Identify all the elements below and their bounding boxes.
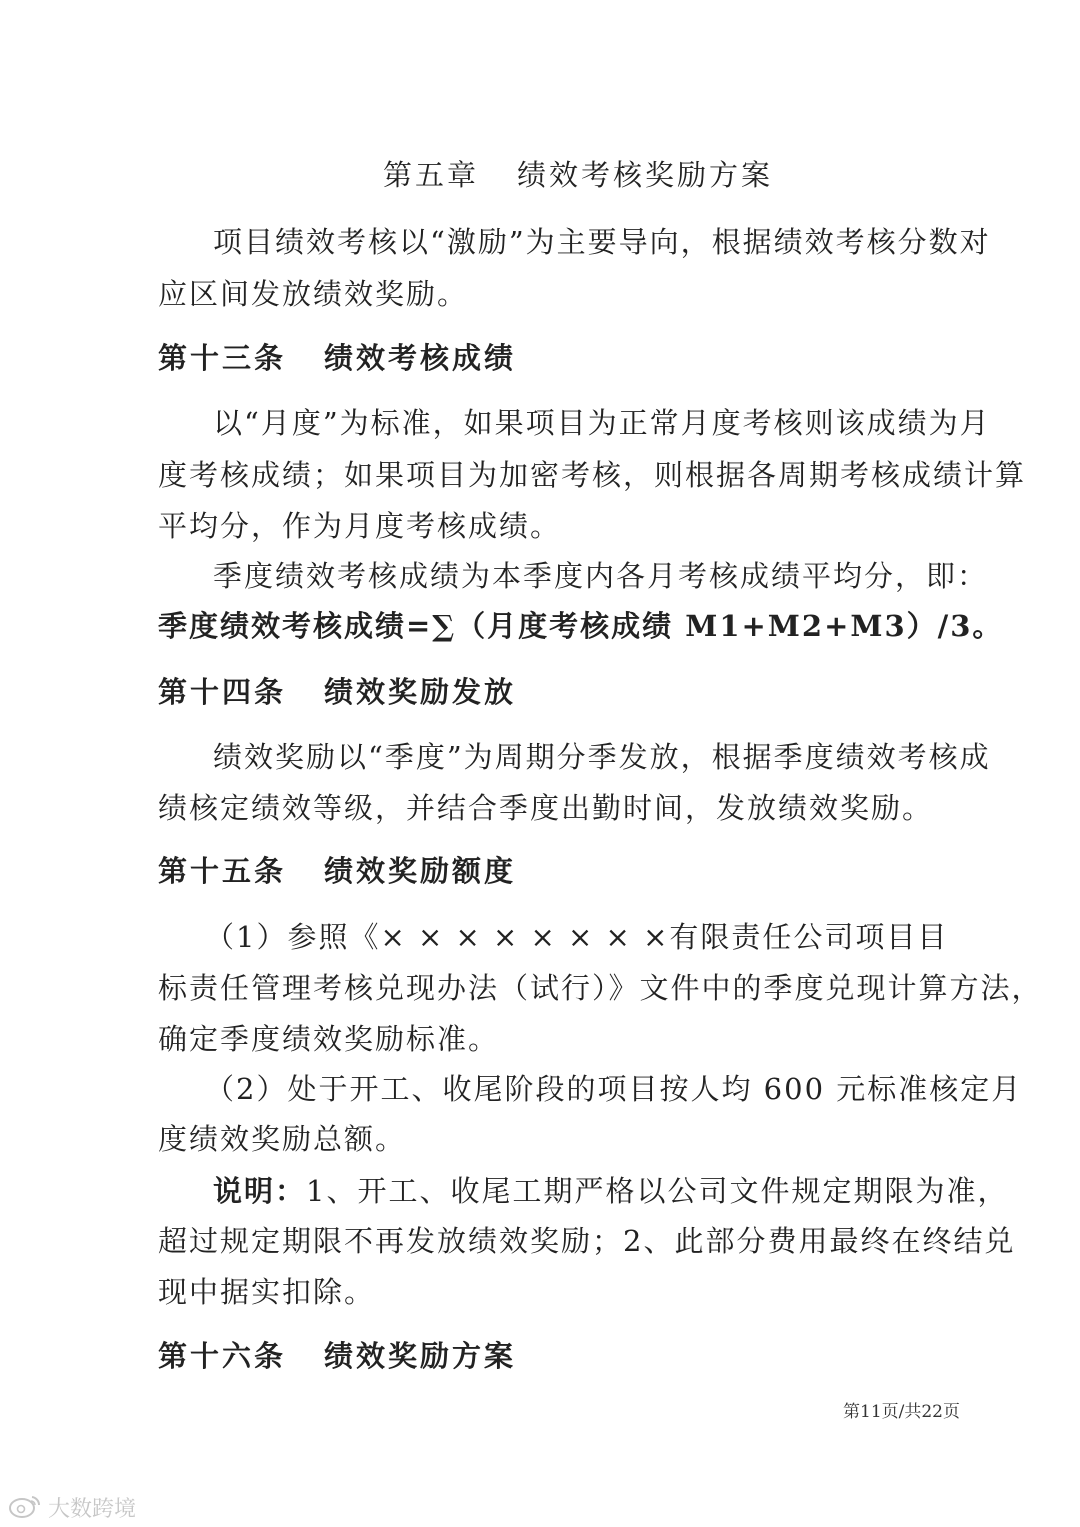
article-13-p1-line-1: 以“月度”为标准，如果项目为正常月度考核则该成绩为月 xyxy=(213,406,991,440)
article-13-p1-line-3: 平均分，作为月度考核成绩。 xyxy=(158,509,562,543)
chapter-heading xyxy=(383,155,773,195)
article-14-title: 绩效奖励发放 xyxy=(324,675,517,709)
page-footer: 第11页/共22页 xyxy=(843,1402,960,1422)
article-16-title: 绩效奖励方案 xyxy=(324,1339,517,1373)
article-15-item1-line-1: （1）参照《× × × × × × × ×有限责任公司项目目 xyxy=(205,920,949,954)
note-label: 说明： xyxy=(213,1174,307,1208)
article-15-item1-line-3: 确定季度绩效奖励标准。 xyxy=(158,1022,500,1056)
article-14-p1-line-2: 绩核定绩效等级，并结合季度出勤时间，发放绩效奖励。 xyxy=(158,791,934,825)
chapter-title: 绩效考核奖励方案 xyxy=(517,158,774,192)
article-13-p2: 季度绩效考核成绩为本季度内各月考核成绩平均分，即： xyxy=(213,559,989,593)
article-13-label: 第十三条 xyxy=(158,341,287,375)
article-15-item1-line-2: 标责任管理考核兑现办法（试行）》文件中的季度兑现计算方法， xyxy=(158,971,1043,1005)
article-14-label: 第十四条 xyxy=(158,675,287,709)
watermark-text: 大数跨境 xyxy=(48,1497,137,1522)
watermark xyxy=(8,1492,136,1523)
article-16-label: 第十六条 xyxy=(158,1339,287,1373)
chapter-number: 第五章 xyxy=(383,158,480,192)
article-15-note-line-1 xyxy=(213,1171,1008,1211)
note-text: 1、开工、收尾工期严格以公司文件规定期限为准， xyxy=(306,1174,1009,1208)
article-15-item2-line-1: （2）处于开工、收尾阶段的项目按人均 600 元标准核定月 xyxy=(205,1072,1023,1106)
article-15-note-line-3: 现中据实扣除。 xyxy=(158,1275,376,1309)
article-13-heading xyxy=(158,338,516,378)
intro-line-1: 项目绩效考核以“激励”为主要导向，根据绩效考核分数对 xyxy=(213,225,991,259)
article-16-heading xyxy=(158,1336,516,1376)
article-15-heading xyxy=(158,851,516,891)
article-15-note-line-2: 超过规定期限不再发放绩效奖励；2、此部分费用最终在终结兑 xyxy=(158,1224,1016,1258)
intro-line-2: 应区间发放绩效奖励。 xyxy=(158,277,469,311)
article-13-p1-line-2: 度考核成绩；如果项目为加密考核，则根据各周期考核成绩计算 xyxy=(158,458,1027,492)
article-13-title: 绩效考核成绩 xyxy=(324,341,517,375)
article-14-p1-line-1: 绩效奖励以“季度”为周期分季发放，根据季度绩效考核成 xyxy=(213,740,991,774)
article-15-label: 第十五条 xyxy=(158,854,287,888)
article-15-item2-line-2: 度绩效奖励总额。 xyxy=(158,1122,407,1156)
article-13-formula: 季度绩效考核成绩=∑（月度考核成绩 M1+M2+M3）/3。 xyxy=(158,609,1004,643)
article-14-heading xyxy=(158,672,516,712)
weibo-logo-icon xyxy=(8,1493,42,1523)
article-15-title: 绩效奖励额度 xyxy=(324,854,517,888)
